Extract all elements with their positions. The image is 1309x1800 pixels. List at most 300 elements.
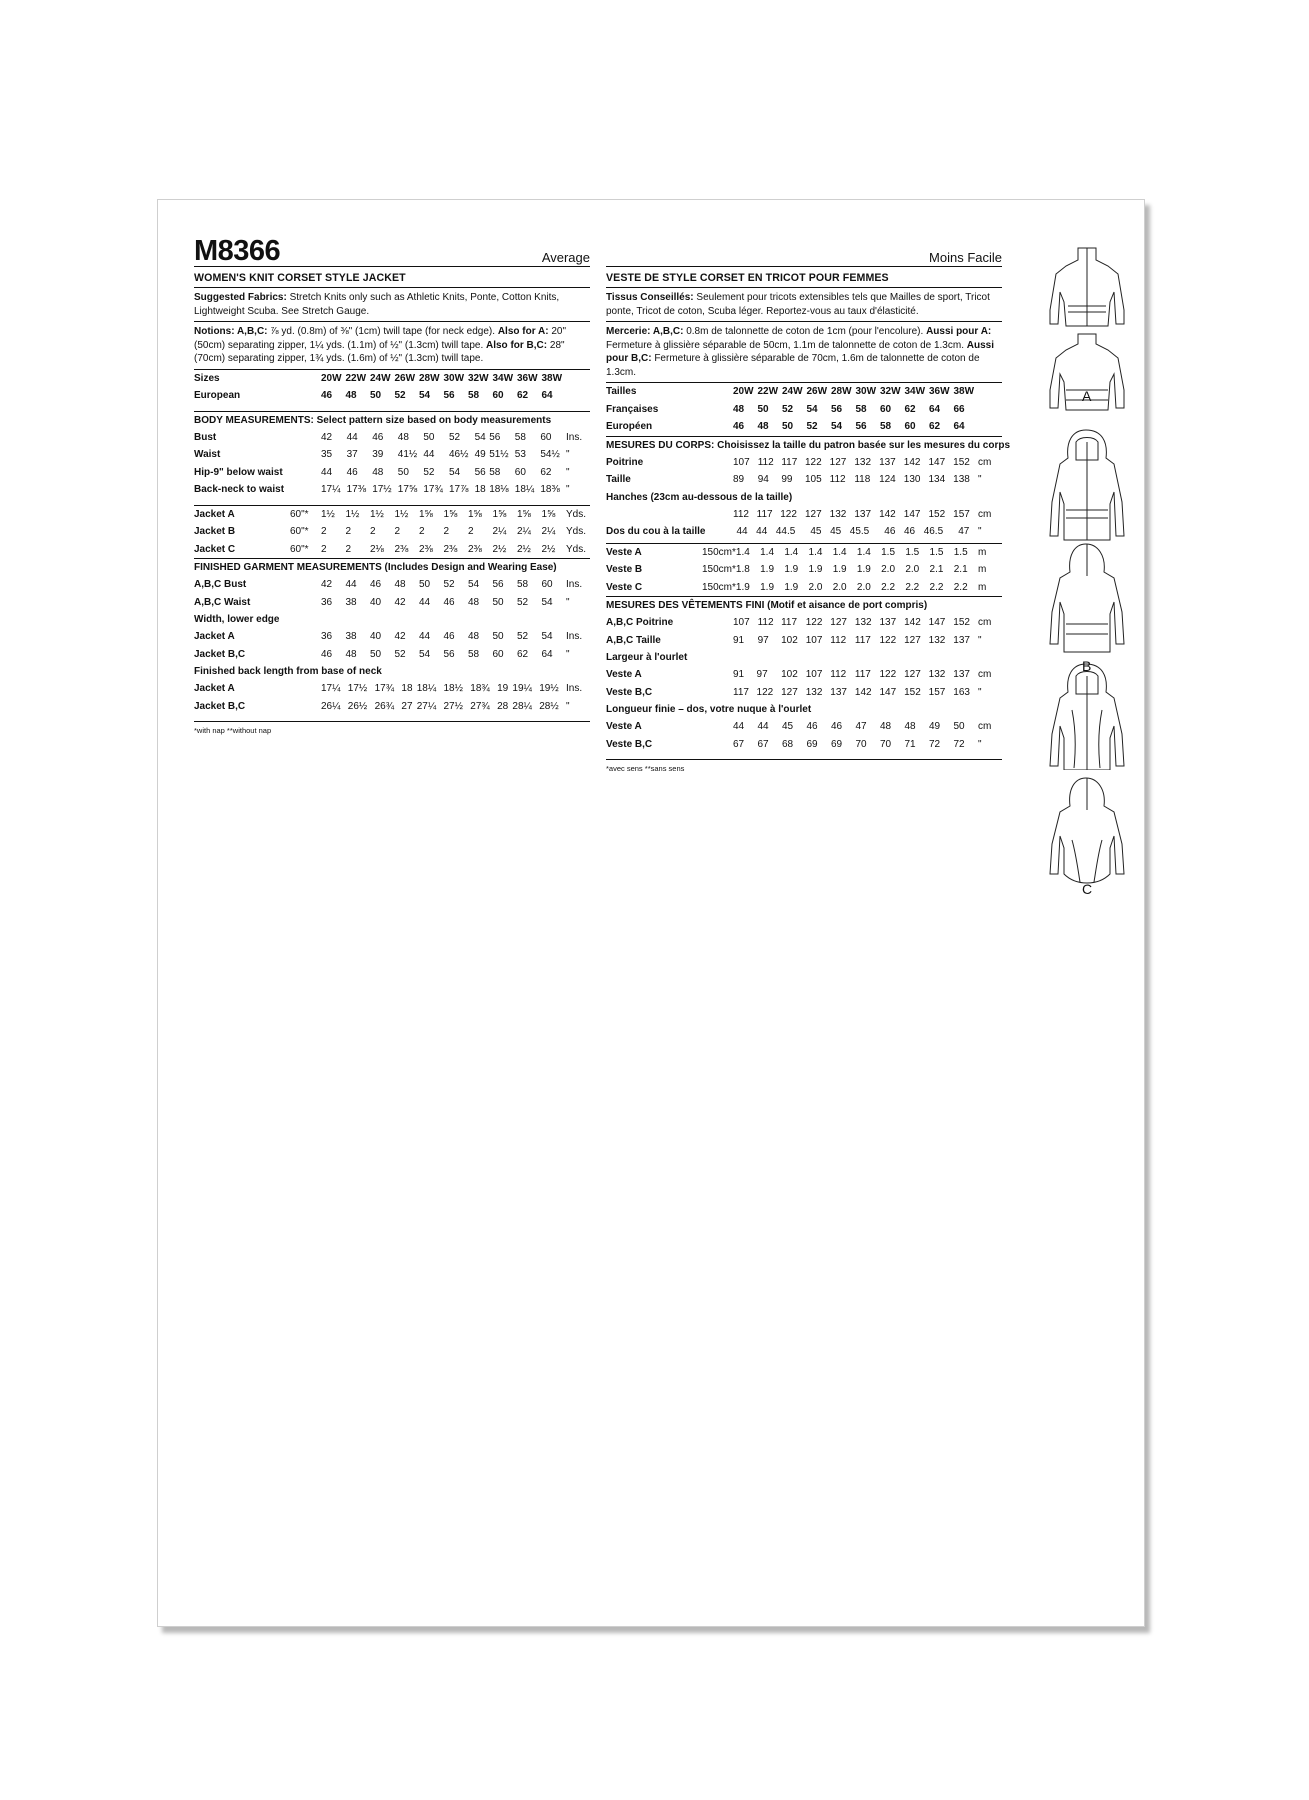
value-cell: 17¾ xyxy=(374,683,395,695)
table-row xyxy=(606,579,1002,597)
value-cell: 1⅝ xyxy=(443,508,458,520)
value-cell: 26¼ xyxy=(321,700,341,712)
spacer-cell xyxy=(702,684,733,702)
value-cell: 2.2 xyxy=(905,581,920,593)
garment-title: WOMEN'S KNIT CORSET STYLE JACKET xyxy=(194,267,590,288)
value-cell: 134 xyxy=(928,474,946,486)
row-label: Jacket A xyxy=(194,683,235,695)
value-cell: 1½ xyxy=(345,508,360,520)
value-cell: 46 xyxy=(370,579,382,591)
row-label: Bust xyxy=(194,431,217,443)
value-cell: 2.0 xyxy=(832,581,847,593)
view-b-back-sketch xyxy=(1050,544,1124,652)
value-cell: 44 xyxy=(419,631,431,643)
value-cell: 52 xyxy=(517,596,529,608)
unit-cell: " xyxy=(566,648,570,660)
pattern-code: M8366 xyxy=(194,235,281,267)
table-row xyxy=(606,561,1002,579)
row-label: A,B,C Taille xyxy=(606,634,661,646)
unit-cell: " xyxy=(978,738,982,750)
value-cell: 50 xyxy=(492,596,504,608)
jacket-sketches xyxy=(1036,240,1136,770)
spacer-cell xyxy=(290,464,321,482)
difficulty-level: Average xyxy=(541,250,590,265)
value-cell: 132 xyxy=(829,508,847,520)
value-cell: 17⅞ xyxy=(448,484,469,496)
size-cell: 50 xyxy=(757,403,769,415)
value-cell: 2 xyxy=(345,526,352,538)
value-cell: 1⅝ xyxy=(419,508,433,520)
value-cell: 2 xyxy=(468,526,474,538)
fabric-width: 150cm* xyxy=(702,546,736,558)
size-cell: 34W xyxy=(492,372,514,384)
value-cell: 36 xyxy=(321,596,333,608)
notions-a-text: 20" (50cm) separating zipper, 1¼ yds. (1.1m) of ½" (1.3cm) twill tape. xyxy=(194,326,567,351)
fabrics-label-fr: Tissus Conseillés: xyxy=(606,292,694,303)
row-label: A,B,C Poitrine xyxy=(606,617,674,629)
view-a-front-sketch xyxy=(1050,248,1124,326)
table-row xyxy=(194,698,590,716)
value-cell: 45.5 xyxy=(849,526,870,538)
value-cell: 51½ xyxy=(489,449,509,461)
value-cell: 1.9 xyxy=(784,581,799,593)
row-label: Dos du cou à la taille xyxy=(606,526,706,538)
value-cell: 112 xyxy=(830,669,847,681)
value-cell: 2 xyxy=(370,526,376,538)
value-cell: 91 xyxy=(733,669,745,681)
sizes-row-fr xyxy=(606,383,1002,401)
value-cell: 1.4 xyxy=(832,546,847,558)
table-row xyxy=(606,736,1002,754)
finished-measurements-heading: FINISHED GARMENT MEASUREMENTS (Includes Design and Wearing Ease) xyxy=(194,558,590,576)
value-cell: 27½ xyxy=(443,700,463,712)
value-cell: 94 xyxy=(757,474,769,486)
value-cell: 1.8 xyxy=(735,564,750,576)
view-c-back-sketch xyxy=(1036,774,1136,894)
value-cell: 2.1 xyxy=(953,564,968,576)
row-label: A,B,C Waist xyxy=(194,596,251,608)
european-row xyxy=(194,387,590,405)
value-cell: 46 xyxy=(346,466,358,478)
size-cell: 28W xyxy=(831,386,852,398)
value-cell: 46.5 xyxy=(923,526,944,538)
value-cell: 107 xyxy=(805,669,823,681)
value-cell: 54 xyxy=(468,579,480,591)
size-cell: 52 xyxy=(394,390,406,402)
size-cell: 56 xyxy=(831,403,843,415)
value-cell: 2½ xyxy=(541,543,556,555)
value-cell: 52 xyxy=(517,631,529,643)
table-row xyxy=(194,506,590,524)
size-cell: 38W xyxy=(953,386,975,398)
value-cell: 56 xyxy=(492,579,504,591)
value-cell: 142 xyxy=(903,456,921,468)
table-row xyxy=(606,718,1002,736)
value-cell: 105 xyxy=(804,474,822,486)
europeen-label: Européen xyxy=(606,421,653,433)
value-cell: 17¾ xyxy=(423,484,443,496)
value-cell: 2.2 xyxy=(929,581,944,593)
size-cell: 32W xyxy=(468,372,489,384)
value-cell: 122 xyxy=(780,508,797,520)
value-cell: 152 xyxy=(904,686,921,698)
value-cell: 52 xyxy=(394,648,406,660)
value-cell: 2⅜ xyxy=(443,543,458,555)
table-row xyxy=(606,544,1002,562)
table-row xyxy=(606,471,1002,489)
size-cell: 54 xyxy=(831,421,843,433)
unit-cell: " xyxy=(978,526,982,538)
value-cell: 2¼ xyxy=(541,526,556,538)
hip-table-fr xyxy=(606,506,1002,524)
value-cell: 47 xyxy=(958,526,970,538)
value-cell: 132 xyxy=(854,617,872,629)
notions-bc-text-fr: Fermeture à glissière séparable de 70cm, 1.6m de talonnette de coton de 1.3cm. xyxy=(606,353,980,378)
unit-cell: Ins. xyxy=(566,631,583,643)
value-cell: 1.4 xyxy=(760,546,775,558)
value-cell: 1½ xyxy=(321,508,335,520)
body-measurements-table-fr xyxy=(606,454,1002,489)
row-label: Hip-9" below waist xyxy=(194,466,283,478)
spacer-cell xyxy=(290,429,321,447)
size-cell: 60 xyxy=(492,390,504,402)
francaises-row xyxy=(606,401,1002,419)
size-cell: 36W xyxy=(929,386,950,398)
unit-cell: " xyxy=(566,596,570,608)
width-table-fr xyxy=(606,666,1002,701)
finished-measurements-heading-fr: MESURES DES VÊTEMENTS FINI (Motif et aisance de port compris) xyxy=(606,596,1002,614)
value-cell: 132 xyxy=(928,669,946,681)
value-cell: 137 xyxy=(830,686,847,698)
value-cell: 17⅜ xyxy=(346,484,367,496)
value-cell: 1.9 xyxy=(784,564,799,576)
table-row xyxy=(606,614,1002,632)
view-a-label: A xyxy=(1082,388,1092,404)
value-cell: 112 xyxy=(829,474,846,486)
value-cell: 1.5 xyxy=(905,546,920,558)
length-table-fr xyxy=(606,718,1002,753)
header xyxy=(194,236,590,267)
value-cell: 67 xyxy=(733,738,745,750)
notions-label: Notions: A,B,C: xyxy=(194,326,268,337)
size-cell: 60 xyxy=(904,421,916,433)
value-cell: 49 xyxy=(474,449,486,461)
value-cell: 147 xyxy=(928,456,946,468)
notions xyxy=(194,322,590,370)
back-length-heading: Finished back length from base of neck xyxy=(194,666,382,677)
value-cell: 152 xyxy=(953,456,970,468)
value-cell: 2 xyxy=(321,526,327,538)
value-cell: 127 xyxy=(904,634,921,646)
row-label: Back-neck to waist xyxy=(194,484,285,496)
value-cell: 2 xyxy=(394,526,401,538)
value-cell: 2⅜ xyxy=(419,543,433,555)
value-cell: 56 xyxy=(443,648,455,660)
size-cell: 64 xyxy=(953,421,965,433)
size-cell: 58 xyxy=(880,421,892,433)
unit-cell: " xyxy=(566,700,570,712)
unit-cell: Yds. xyxy=(566,508,587,520)
table-row xyxy=(606,632,1002,650)
value-cell: 124 xyxy=(879,474,896,486)
value-cell: 1⅝ xyxy=(541,508,556,520)
row-label: Jacket B xyxy=(194,526,236,538)
suggested-fabrics xyxy=(194,288,590,322)
value-cell: 54½ xyxy=(540,449,560,461)
notions-a-label-fr: Aussi pour A: xyxy=(926,326,992,337)
value-cell: 26¾ xyxy=(374,700,395,712)
spacer-cell xyxy=(702,632,733,650)
value-cell: 28 xyxy=(497,700,509,712)
neck-table-fr xyxy=(606,523,1002,541)
sizes-table xyxy=(194,370,590,405)
row-label: Veste B xyxy=(606,564,643,576)
value-cell: 1½ xyxy=(394,508,409,520)
value-cell: 45 xyxy=(830,526,842,538)
size-cell: 34W xyxy=(904,386,926,398)
value-cell: 40 xyxy=(370,631,382,643)
value-cell: 132 xyxy=(928,634,946,646)
row-label: Veste A xyxy=(606,546,642,558)
value-cell: 18 xyxy=(474,484,486,496)
value-cell: 112 xyxy=(757,456,774,468)
width-lower-edge-table xyxy=(194,628,590,663)
value-cell: 42 xyxy=(394,596,406,608)
value-cell: 68 xyxy=(782,738,794,750)
spacer-cell xyxy=(290,576,321,594)
unit-cell: " xyxy=(566,484,570,496)
value-cell: 122 xyxy=(879,634,897,646)
width-lower-edge-heading: Width, lower edge xyxy=(194,614,280,625)
value-cell: 2 xyxy=(443,526,450,538)
value-cell: 157 xyxy=(953,508,970,520)
value-cell: 19 xyxy=(497,683,509,695)
table-row xyxy=(606,523,1002,541)
hip-heading-fr: Hanches (23cm au-dessous de la taille) xyxy=(606,491,793,503)
size-cell: 38W xyxy=(541,372,563,384)
unit-cell: m xyxy=(978,564,987,576)
value-cell: 54 xyxy=(419,648,431,660)
table-row xyxy=(194,628,590,646)
value-cell: 41½ xyxy=(397,449,418,461)
value-cell: 56 xyxy=(474,466,486,478)
value-cell: 1.4 xyxy=(808,546,823,558)
value-cell: 72 xyxy=(929,738,941,750)
row-label: Veste A xyxy=(606,669,642,681)
value-cell: 44 xyxy=(757,721,769,733)
sizes-table-fr xyxy=(606,383,1002,436)
value-cell: 50 xyxy=(419,579,431,591)
value-cell: 137 xyxy=(854,508,872,520)
value-cell: 112 xyxy=(757,617,774,629)
size-cell: 50 xyxy=(370,390,382,402)
value-cell: 17¼ xyxy=(321,484,341,496)
value-cell: 127 xyxy=(829,456,847,468)
value-cell: 117 xyxy=(854,634,871,646)
size-cell: 60 xyxy=(880,403,892,415)
notions-label-fr: Mercerie: A,B,C: xyxy=(606,326,684,337)
table-row xyxy=(194,680,590,698)
value-cell: 46 xyxy=(884,526,896,538)
unit-cell: m xyxy=(978,581,987,593)
value-cell: 45 xyxy=(782,721,794,733)
size-cell: 20W xyxy=(321,372,342,384)
size-cell: 54 xyxy=(806,403,818,415)
garment-title-fr: VESTE DE STYLE CORSET EN TRICOT POUR FEMMES xyxy=(606,267,1002,288)
value-cell: 1.9 xyxy=(760,581,775,593)
value-cell: 46 xyxy=(831,721,843,733)
value-cell: 44 xyxy=(345,579,357,591)
value-cell: 46 xyxy=(372,431,384,443)
row-label: A,B,C Bust xyxy=(194,579,247,591)
value-cell: 58 xyxy=(489,466,501,478)
row-label: Jacket B,C xyxy=(194,648,246,660)
fabrics-label: Suggested Fabrics: xyxy=(194,292,287,303)
value-cell: 18¼ xyxy=(416,683,437,695)
value-cell: 142 xyxy=(879,508,896,520)
value-cell: 46 xyxy=(443,596,455,608)
value-cell: 157 xyxy=(928,686,946,698)
view-c-label: C xyxy=(1082,881,1093,897)
value-cell: 26½ xyxy=(347,700,368,712)
value-cell: 122 xyxy=(879,669,897,681)
value-cell: 50 xyxy=(953,721,965,733)
size-cell: 28W xyxy=(419,372,440,384)
sizes-row xyxy=(194,370,590,388)
value-cell: 60 xyxy=(541,579,553,591)
notions-bc-label: Also for B,C: xyxy=(486,339,548,351)
table-row xyxy=(606,506,1002,524)
value-cell: 42 xyxy=(321,431,333,443)
fabric-width: 60"* xyxy=(290,543,309,555)
width-heading-fr: Largeur à l'ourlet xyxy=(606,652,688,663)
value-cell: 102 xyxy=(781,634,798,646)
value-cell: 2½ xyxy=(517,543,531,555)
value-cell: 40 xyxy=(370,596,382,608)
spacer-cell xyxy=(290,594,321,612)
french-column xyxy=(606,236,1011,773)
value-cell: 46 xyxy=(903,526,916,538)
finished-measurements-table-fr xyxy=(606,614,1002,649)
value-cell: 1.5 xyxy=(929,546,944,558)
table-row xyxy=(194,481,590,499)
size-cell: 46 xyxy=(321,390,333,402)
spacer-cell xyxy=(702,666,733,684)
footnote-fr: *avec sens **sans sens xyxy=(606,764,685,773)
value-cell: 118 xyxy=(854,474,871,486)
value-cell: 2.2 xyxy=(953,581,968,593)
table-row xyxy=(606,454,1002,472)
value-cell: 2.0 xyxy=(881,564,896,576)
value-cell: 18¼ xyxy=(514,484,535,496)
unit-cell: cm xyxy=(978,721,992,733)
body-measurements-heading: BODY MEASUREMENTS: Select pattern size based on body measurements xyxy=(194,414,552,426)
value-cell: 48 xyxy=(345,648,357,660)
unit-cell: Yds. xyxy=(566,543,587,555)
fabrics-text-fr: Seulement pour tricots extensibles tels que Mailles de sport, Tricot ponte, Tricot de coton, Scuba léger. Reportez-vous au taux d'élasticité. xyxy=(606,292,990,317)
value-cell: 44 xyxy=(423,449,435,461)
value-cell: 2.2 xyxy=(881,581,896,593)
value-cell: 46 xyxy=(806,721,818,733)
table-row xyxy=(194,576,590,594)
notions-bc-label-fr: Aussi pour B,C: xyxy=(606,339,994,364)
value-cell: 127 xyxy=(904,669,921,681)
value-cell: 137 xyxy=(879,456,896,468)
value-cell: 52 xyxy=(443,579,455,591)
fabric-width: 60"* xyxy=(290,526,309,538)
spacer-cell xyxy=(290,698,321,716)
row-label xyxy=(606,506,702,524)
size-cell: 58 xyxy=(855,403,867,415)
row-label: Veste A xyxy=(606,721,642,733)
notions-a-label: Also for A: xyxy=(497,326,549,337)
value-cell: 1⅝ xyxy=(468,508,482,520)
english-column xyxy=(194,236,590,735)
spacer-cell xyxy=(702,718,733,736)
value-cell: 1.5 xyxy=(953,546,968,558)
value-cell: 97 xyxy=(756,669,768,681)
unit-cell: cm xyxy=(978,617,992,629)
value-cell: 112 xyxy=(830,634,847,646)
value-cell: 17½ xyxy=(347,683,368,695)
value-cell: 27 xyxy=(401,700,413,712)
value-cell: 107 xyxy=(733,617,750,629)
value-cell: 45 xyxy=(810,526,822,538)
value-cell: 117 xyxy=(756,508,773,520)
table-row xyxy=(194,594,590,612)
european-label: European xyxy=(194,390,241,402)
table-row xyxy=(194,523,590,541)
size-cell: 48 xyxy=(345,390,357,402)
header-fr xyxy=(606,236,1002,267)
value-cell: 2 xyxy=(321,543,327,555)
value-cell: 27¾ xyxy=(470,700,490,712)
unit-cell: Yds. xyxy=(566,526,587,538)
value-cell: 62 xyxy=(517,648,529,660)
unit-cell: cm xyxy=(978,456,992,468)
value-cell: 91 xyxy=(733,634,745,646)
value-cell: 46 xyxy=(321,648,333,660)
value-cell: 152 xyxy=(953,617,970,629)
pattern-envelope-back xyxy=(157,199,1145,1627)
size-cell: 26W xyxy=(394,372,416,384)
value-cell: 1.9 xyxy=(808,564,823,576)
value-cell: 1.5 xyxy=(881,546,896,558)
sizes-label: Sizes xyxy=(194,372,220,384)
value-cell: 44 xyxy=(756,526,768,538)
spacer-cell xyxy=(290,646,321,664)
unit-cell: cm xyxy=(978,508,992,520)
size-cell: 62 xyxy=(904,403,916,415)
sizes-label-fr: Tailles xyxy=(606,386,637,398)
value-cell: 147 xyxy=(928,617,946,629)
view-c-front-sketch xyxy=(1050,664,1124,770)
size-cell: 22W xyxy=(757,386,779,398)
value-cell: 60 xyxy=(540,431,552,443)
value-cell: 49 xyxy=(929,721,941,733)
row-label: Taille xyxy=(606,474,631,486)
value-cell: 18½ xyxy=(443,683,463,695)
size-cell: 48 xyxy=(757,421,769,433)
footnote: *with nap **without nap xyxy=(194,726,272,735)
value-cell: 1.4 xyxy=(856,546,871,558)
value-cell: 163 xyxy=(953,686,970,698)
value-cell: 60 xyxy=(514,466,526,478)
value-cell: 1⅝ xyxy=(517,508,531,520)
value-cell: 1.4 xyxy=(784,546,799,558)
value-cell: 2½ xyxy=(492,543,507,555)
value-cell: 36 xyxy=(321,631,333,643)
